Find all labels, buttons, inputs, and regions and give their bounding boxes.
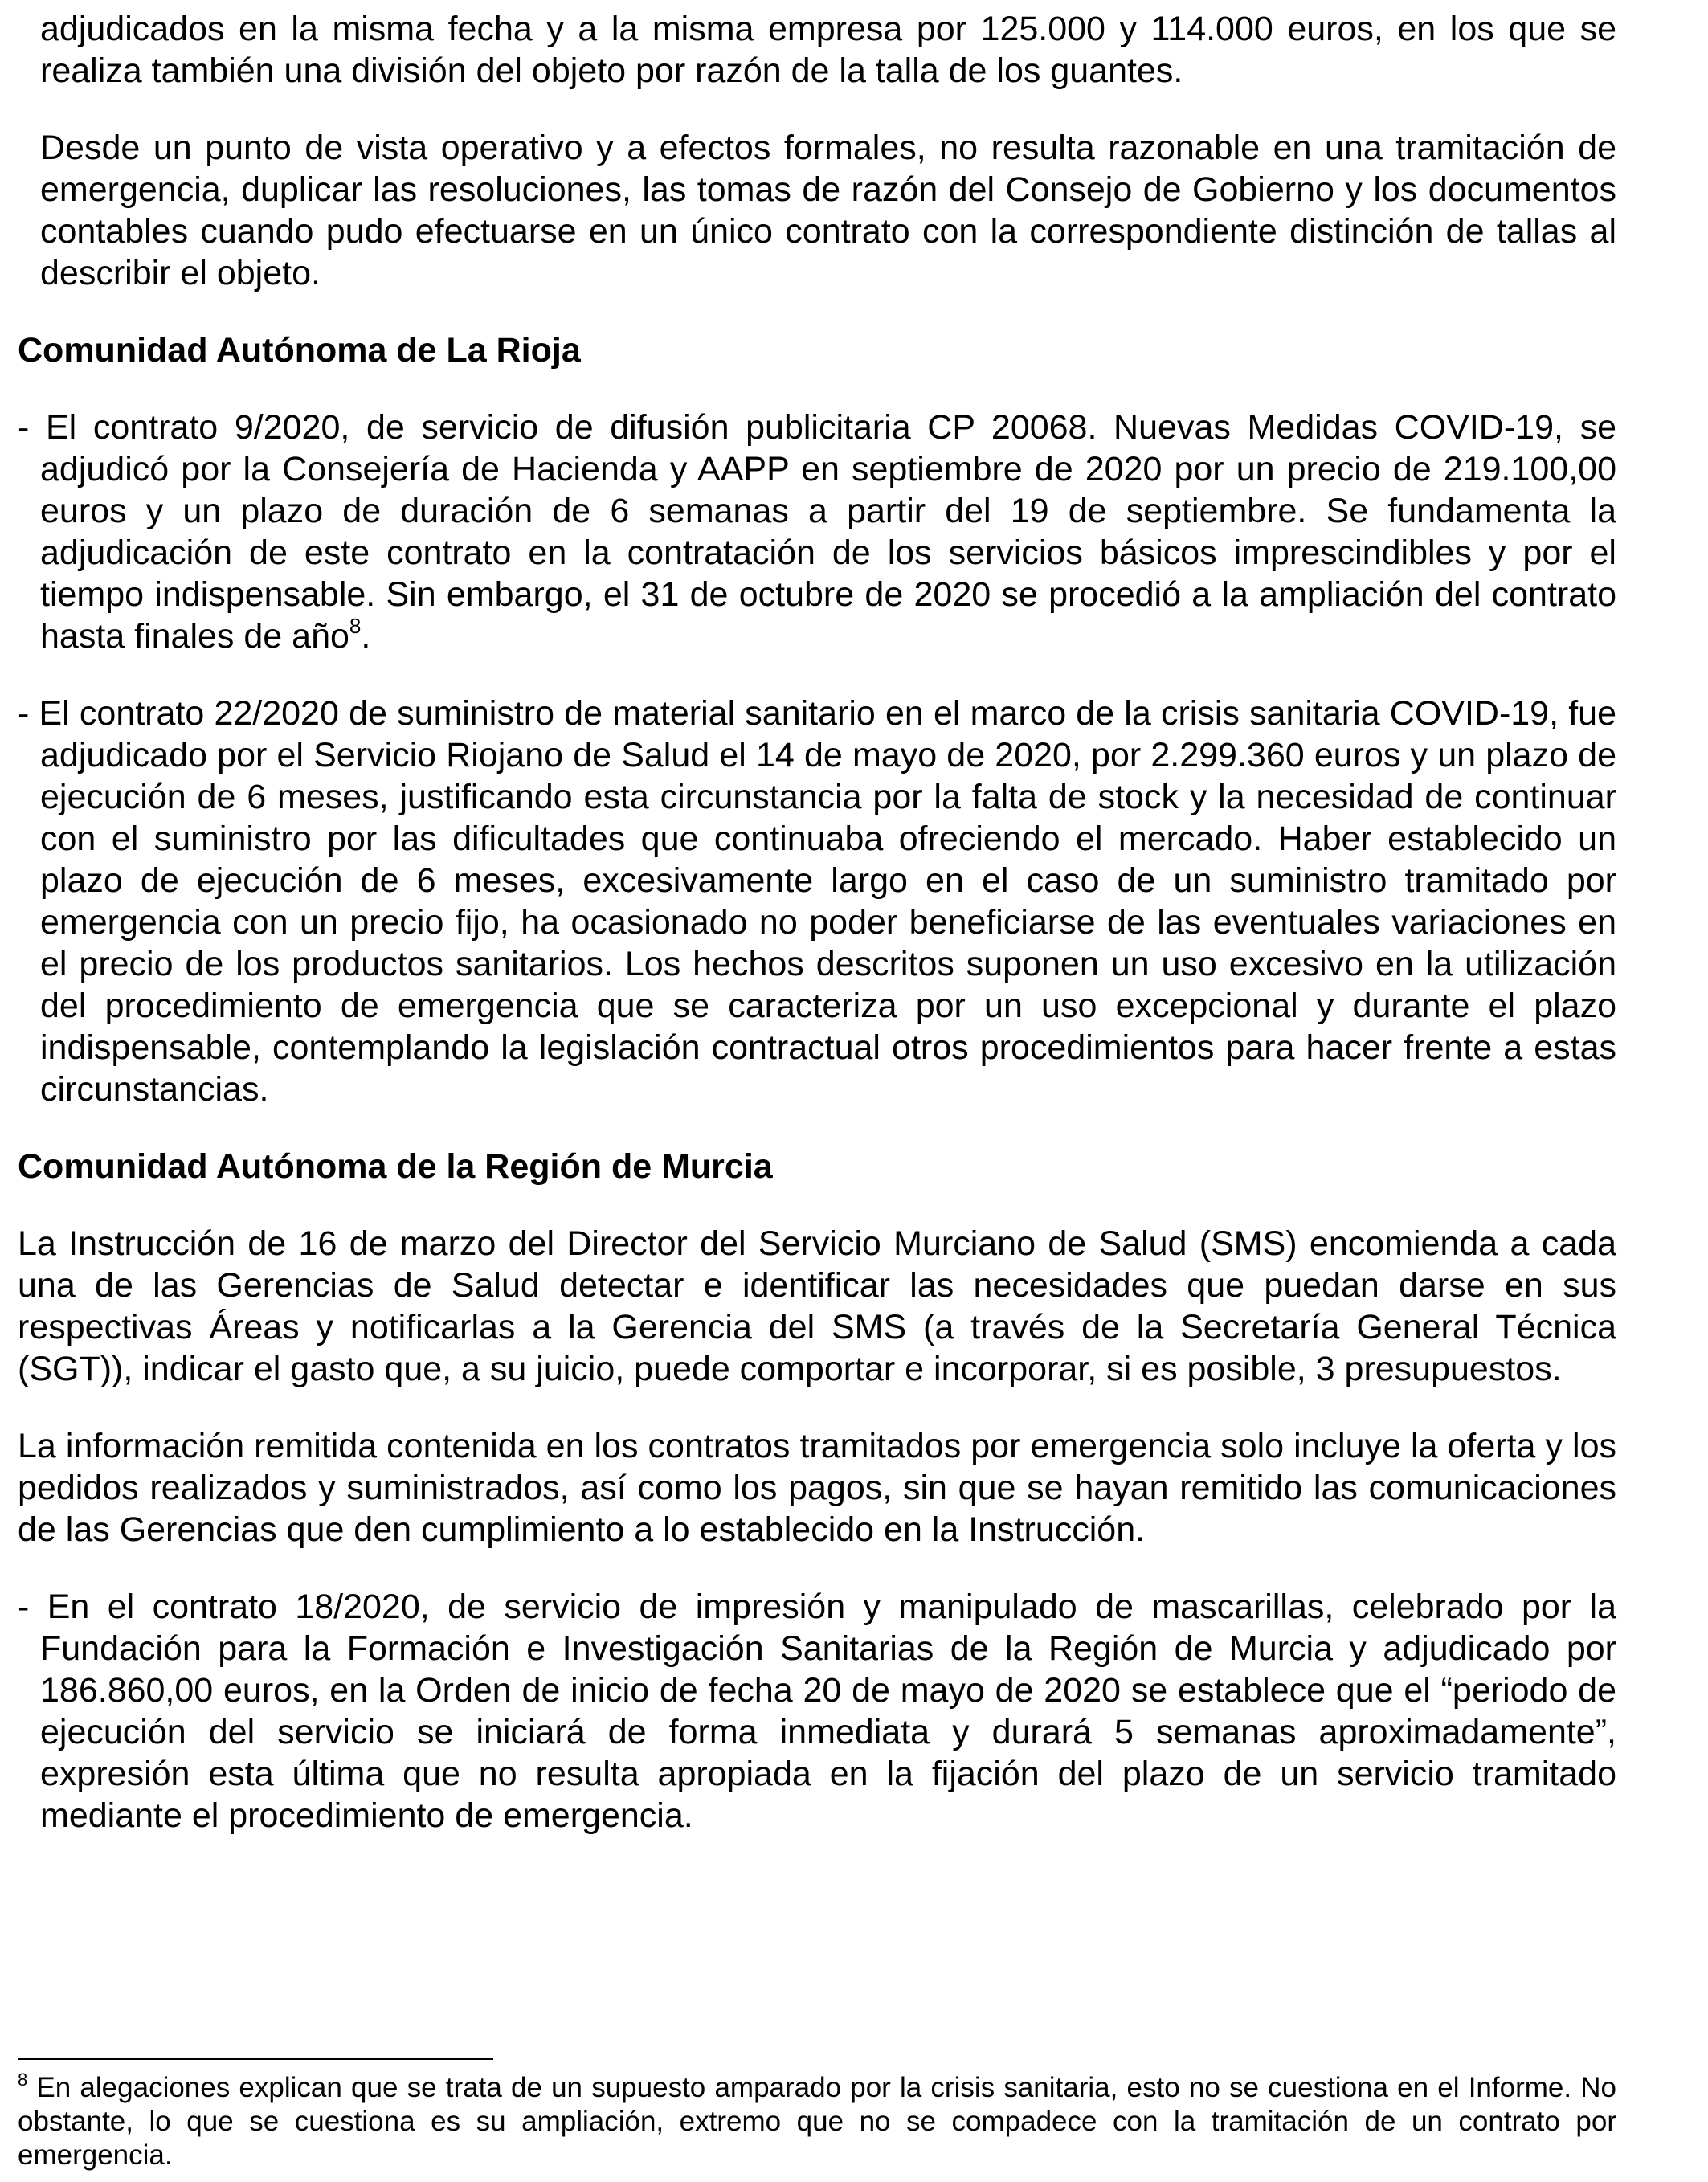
footnote-separator — [18, 2058, 493, 2060]
footnote-text: En alegaciones explican que se trata de un supuesto amparado por la crisis sanitaria, esto no se cuestiona en el Informe. No obstante, lo que se cuestiona es su ampliación, extremo que no se compadece con la tramitación de un contrato por emergencia. — [18, 2072, 1616, 2171]
list-item-contract-9-2020 — [18, 407, 1616, 657]
continuation-paragraph: adjudicados en la misma fecha y a la misma empresa por 125.000 y 114.000 euros, en los que se realiza también una división del objeto por razón de la talla de los guantes. — [40, 10, 1616, 90]
section-heading-murcia: Comunidad Autónoma de la Región de Murcia — [18, 1147, 773, 1186]
list-item-contract-18-2020: - En el contrato 18/2020, de servicio de impresión y manipulado de mascarillas, celebrado por la Fundación para la Formación e Investigación Sanitarias de la Región de Murcia y adjudicado por 186.860,00 euros, en la Orden de inicio de fecha 20 de mayo de 2020 se establece que el “periodo de ejecución del servicio se iniciará de forma inmediata y durará 5 semanas aproximadamente”, expresión esta última que no resulta apropiada en la fijación del plazo de un servicio tramitado mediante el procedimiento de emergencia. — [18, 1587, 1616, 1835]
list-item-text: - El contrato 9/2020, de servicio de difusión publicitaria CP 20068. Nuevas Medidas COVID-19, se adjudicó por la Consejería de Hacienda y AAPP en septiembre de 2020 por un precio de 219.100,00 euros y un plazo de duración de 6 semanas a partir del 19 de septiembre. Se fundamenta la adjudicación de este contrato en la contratación de los servicios básicos imprescindibles y por el tiempo indispensable. Sin embargo, el 31 de octubre de 2020 se procedió a la ampliación del contrato hasta finales de año — [18, 408, 1616, 656]
list-item-contract-22-2020: - El contrato 22/2020 de suministro de material sanitario en el marco de la crisis sanitaria COVID-19, fue adjudicado por el Servicio Riojano de Salud el 14 de mayo de 2020, por 2.299.360 euros y un plazo de ejecución de 6 meses, justificando esta circunstancia por la falta de stock y la necesidad de continuar con el suministro por las dificultades que continuaba ofreciendo el mercado. Haber establecido un plazo de ejecución de 6 meses, excesivamente largo en el caso de un suministro tramitado por emergencia con un precio fijo, ha ocasionado no poder beneficiarse de las eventuales variaciones en el precio de los productos sanitarios. Los hechos descritos suponen un uso excesivo en la utilización del procedimiento de emergencia que se caracteriza por un uso excepcional y durante el plazo indispensable, contemplando la legislación contractual otros procedimientos para hacer frente a estas circunstancias. — [18, 694, 1616, 1109]
footnote-reference[interactable]: 8 — [349, 614, 362, 638]
murcia-information-paragraph: La información remitida contenida en los contratos tramitados por emergencia solo incluye la oferta y los pedidos realizados y suministrados, así como los pagos, sin que se hayan remitido las comunicaciones de las Gerencias que den cumplimiento a lo establecido en la Instrucción. — [18, 1427, 1616, 1549]
murcia-instruction-paragraph: La Instrucción de 16 de marzo del Director del Servicio Murciano de Salud (SMS) encomienda a cada una de las Gerencias de Salud detectar e identificar las necesidades que puedan darse en sus respectivas Áreas y notificarlas a la Gerencia del SMS (a través de la Secretaría General Técnica (SGT)), indicar el gasto que, a su juicio, puede comportar e incorporar, si es posible, 3 presupuestos. — [18, 1224, 1616, 1388]
footnote — [18, 2071, 1616, 2172]
operational-paragraph: Desde un punto de vista operativo y a efectos formales, no resulta razonable en una tramitación de emergencia, duplicar las resoluciones, las tomas de razón del Consejo de Gobierno y los documentos contables cuando pudo efectuarse en un único contrato con la correspondiente distinción de tallas al describir el objeto. — [40, 129, 1616, 292]
list-item-text-end: . — [361, 617, 371, 656]
section-heading-rioja: Comunidad Autónoma de La Rioja — [18, 331, 581, 370]
document-page — [18, 8, 1616, 1837]
footnote-number: 8 — [18, 2070, 28, 2090]
